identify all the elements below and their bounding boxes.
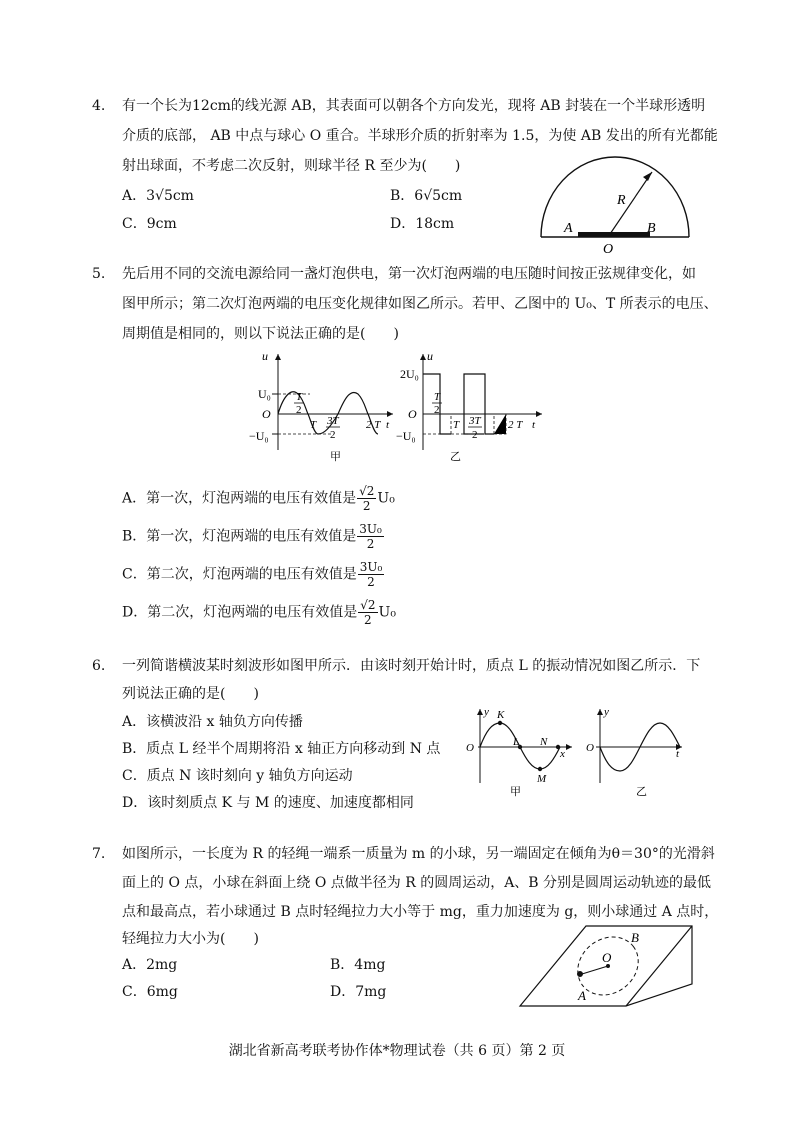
origin-label: O xyxy=(262,407,271,421)
label-o: O xyxy=(603,242,614,255)
point-o: O xyxy=(602,950,612,965)
question-text: 一列简谐横波某时刻波形如图甲所示．由该时刻开始计时，质点 L 的振动情况如图乙所示．下 xyxy=(122,658,701,674)
tick-3t-half-den: 2 xyxy=(472,429,478,441)
option-b: B．6√5cm xyxy=(390,188,463,204)
question-number: 4. xyxy=(92,98,106,114)
axis-label-x: x xyxy=(560,748,565,760)
hemisphere-figure xyxy=(535,140,695,255)
option-d: D．18cm xyxy=(390,216,455,232)
axis-label-u: u xyxy=(262,349,268,363)
option-a: A．3√5cm xyxy=(122,188,194,204)
option-c: C．9cm xyxy=(122,216,177,232)
fraction-denominator: 2 xyxy=(364,613,372,627)
fraction xyxy=(357,484,376,513)
fraction-numerator: 3U₀ xyxy=(359,522,382,536)
option-c: C．6mg xyxy=(122,984,178,1000)
question-text: 周期值是相同的，则以下说法正确的是( ) xyxy=(122,326,399,342)
option-d: D．该时刻质点 K 与 M 的速度、加速度都相同 xyxy=(122,795,414,811)
option-a xyxy=(122,484,395,513)
question-text: 面上的 O 点，小球在斜面上绕 O 点做半径为 R 的圆周运动，A、B 分别是圆周运动轨迹的最低 xyxy=(122,875,712,891)
question-text: 列说法正确的是( ) xyxy=(122,686,259,702)
question-number: 6. xyxy=(92,658,106,674)
voltage-graphs-figure xyxy=(248,348,546,466)
tick-3t-half-num: 3T xyxy=(469,415,481,427)
axis-label-t: t xyxy=(386,419,390,431)
wave-graphs-figure xyxy=(460,705,690,800)
light-source-bar xyxy=(578,232,650,237)
tick-t-half-num: T xyxy=(296,391,303,403)
axis-label-t: t xyxy=(676,748,680,760)
tick-neg-u0: −U₀ xyxy=(396,429,416,443)
caption-jia: 甲 xyxy=(330,451,341,463)
option-text: C．第二次，灯泡两端的电压有效值是 xyxy=(122,566,357,583)
tick-2t: 2 T xyxy=(508,419,523,431)
origin-label: O xyxy=(466,742,474,754)
axis-label-u: u xyxy=(427,349,433,363)
point-m: M xyxy=(537,773,547,785)
option-unit: U₀ xyxy=(378,604,396,621)
option-d xyxy=(122,598,396,627)
tick-t: T xyxy=(453,419,460,431)
question-text: 如图所示，一长度为 R 的轻绳一端系一质量为 m 的小球，另一端固定在倾角为θ＝30°的光滑斜 xyxy=(122,846,715,862)
fraction-denominator: 2 xyxy=(367,575,375,589)
question-text: 射出球面，不考虑二次反射，则球半径 R 至少为( ) xyxy=(122,158,461,174)
question-number: 7. xyxy=(92,846,106,862)
tick-2t: 2 T xyxy=(366,419,381,431)
caption-yi: 乙 xyxy=(450,451,461,463)
tick-3t-half-den: 2 xyxy=(330,429,336,441)
fraction-denominator: 2 xyxy=(366,537,375,551)
caption-jia: 甲 xyxy=(510,786,521,798)
option-d: D．7mg xyxy=(330,984,387,1000)
question-text: 图甲所示；第二次灯泡两端的电压变化规律如图乙所示。若甲、乙图中的 U₀、T 所表示的电压、 xyxy=(122,296,718,312)
fraction xyxy=(357,522,384,551)
axis-label-y: y xyxy=(604,706,609,718)
point-k: K xyxy=(497,709,505,721)
option-c xyxy=(122,560,385,589)
option-c: C．质点 N 该时刻向 y 轴负方向运动 xyxy=(122,768,353,784)
tick-u0: U₀ xyxy=(258,387,271,401)
question-text: 点和最高点，若小球通过 B 点时轻绳拉力大小等于 mg，重力加速度为 g，则小球通过 A 点时， xyxy=(122,904,719,920)
option-a: A．2mg xyxy=(122,957,178,973)
fraction-numerator: 3U₀ xyxy=(359,560,383,574)
label-a: A xyxy=(564,221,573,236)
point-a: A xyxy=(578,988,586,1003)
point-n: N xyxy=(540,736,548,748)
option-text: D．第二次，灯泡两端的电压有效值是 xyxy=(122,604,358,621)
axis-label-t: t xyxy=(532,419,536,431)
fraction-denominator: 2 xyxy=(362,499,371,513)
option-unit: U₀ xyxy=(377,490,395,507)
option-b: B．质点 L 经半个周期将沿 x 轴正方向移动到 N 点 xyxy=(122,741,441,757)
tick-neg-u0: −U₀ xyxy=(249,429,269,443)
question-text: 有一个长为12cm的线光源 AB，其表面可以朝各个方向发光，现将 AB 封装在一个半球形透明 xyxy=(122,98,706,114)
option-b xyxy=(122,522,385,551)
tick-2u0: 2U₀ xyxy=(400,367,419,381)
question-text: 先后用不同的交流电源给同一盏灯泡供电，第一次灯泡两端的电压随时间按正弦规律变化，如 xyxy=(122,266,696,282)
caption-yi: 乙 xyxy=(636,786,647,798)
label-b: B xyxy=(647,221,656,236)
question-text: 轻绳拉力大小为( ) xyxy=(122,931,259,947)
option-b: B．4mg xyxy=(330,957,386,973)
option-text: B．第一次，灯泡两端的电压有效值是 xyxy=(122,528,357,545)
incline-figure xyxy=(516,922,696,1010)
page-footer: 湖北省新高考联考协作体*物理试卷（共 6 页）第 2 页 xyxy=(228,1043,566,1059)
axis-label-y: y xyxy=(484,706,489,718)
tick-t: T xyxy=(310,419,317,431)
origin-label: O xyxy=(408,407,417,421)
tick-3t-half-num: 3T xyxy=(327,415,339,427)
option-a: A．该横波沿 x 轴负方向传播 xyxy=(122,714,303,730)
tick-t-half-den: 2 xyxy=(296,404,302,416)
fraction xyxy=(358,560,385,589)
fraction xyxy=(358,598,377,627)
question-number: 5. xyxy=(92,266,106,282)
label-r: R xyxy=(617,193,626,208)
tick-t-half-den: 2 xyxy=(434,404,440,416)
point-l: L xyxy=(513,736,520,748)
fraction-numerator: √2 xyxy=(359,484,375,498)
origin-label: O xyxy=(586,742,594,754)
fraction-numerator: √2 xyxy=(360,598,376,612)
point-b: B xyxy=(631,930,639,945)
tick-t-half-num: T xyxy=(434,391,441,403)
question-text: 介质的底部， AB 中点与球心 O 重合。半球形介质的折射率为 1.5，为使 AB 发出的所有光都能 xyxy=(122,128,718,144)
option-text: A．第一次，灯泡两端的电压有效值是 xyxy=(122,490,357,507)
